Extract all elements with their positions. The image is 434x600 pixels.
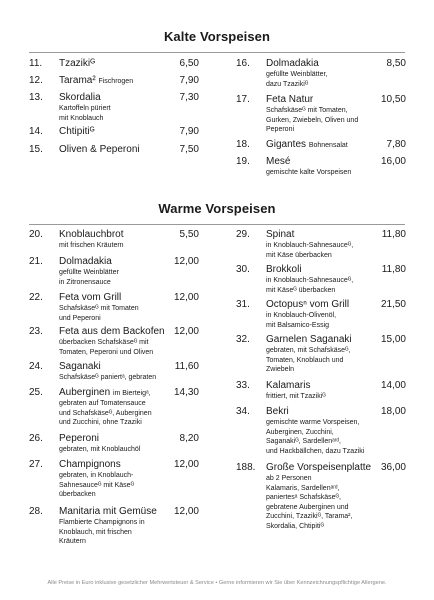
item-name-group <box>266 139 348 150</box>
item-name: Große Vorspeisenplatte <box>266 462 372 473</box>
description-line: mit Käse überbacken <box>266 251 332 259</box>
item-description <box>59 471 171 500</box>
item-name: Chtipitiᴳ <box>59 126 95 137</box>
description-line: gemischte kalte Vorspeisen <box>266 169 352 176</box>
item-description <box>59 268 171 287</box>
item-price: 16,00 <box>380 156 406 167</box>
item-price: 5,50 <box>179 229 199 240</box>
description-line: ab 2 Personen <box>266 475 312 482</box>
item-number: 12. <box>29 75 43 86</box>
item-price: 14,30 <box>173 387 199 398</box>
item-price: 11,80 <box>381 229 406 240</box>
item-inline-note: im Bierteigᵃ, <box>112 390 151 397</box>
description-line: Kalamaris, Sardellenᵃʳᵈ, <box>266 484 340 492</box>
description-line: Auberginen, Zucchini, <box>266 428 334 436</box>
item-price: 36,00 <box>380 462 406 473</box>
description-line: gebraten, in Knoblauch- <box>59 472 134 479</box>
description-line: Flambierte Champignons in <box>59 519 145 526</box>
item-description <box>266 168 378 178</box>
item-description <box>266 418 378 456</box>
description-line: gebraten auf Tomatensauce <box>59 400 146 407</box>
item-price: 11,80 <box>381 264 406 275</box>
description-line: mit Käseᴳ überbacken <box>266 286 336 294</box>
description-line: gebraten, mit Schafskäseᴳ, <box>266 347 351 354</box>
item-number: 31. <box>236 299 250 310</box>
item-description <box>266 311 378 330</box>
description-line: Schafskäseᴳ mit Tomaten, <box>266 107 348 114</box>
item-number: 11. <box>29 58 43 69</box>
item-name: Garnelen Saganaki <box>266 334 352 345</box>
item-description <box>266 392 378 402</box>
item-number: 30. <box>236 264 250 275</box>
item-description <box>59 445 171 455</box>
item-number: 18. <box>236 139 250 150</box>
cold-divider <box>29 52 405 53</box>
description-line: dazu Tzazikiᴳ <box>266 80 309 88</box>
item-description <box>59 399 171 428</box>
description-line: überbacken <box>59 491 96 498</box>
description-line: in Knoblauch-Olivenöl, <box>266 312 337 319</box>
item-description <box>266 346 378 375</box>
item-number: 29. <box>236 229 250 240</box>
description-line: Sahnesauceᴳ mit Käseᴳ <box>59 481 135 489</box>
description-line: und Hackbällchen, dazu Tzaziki <box>266 447 365 455</box>
item-name: Tzazikiᴳ <box>59 58 96 69</box>
item-number: 34. <box>236 406 250 417</box>
item-number: 24. <box>29 361 43 372</box>
item-name: Tarama² <box>59 75 96 86</box>
item-number: 20. <box>29 229 43 240</box>
item-description <box>59 338 171 357</box>
item-number: 19. <box>236 156 250 167</box>
item-name: Auberginen <box>59 387 111 398</box>
item-number: 188. <box>236 462 256 473</box>
item-description <box>59 304 171 323</box>
item-inline-note: Fischrogen <box>98 78 134 85</box>
description-line: mit frischen Kräutern <box>59 242 124 249</box>
cold-section-title: Kalte Vorspeisen <box>163 29 271 44</box>
item-price: 10,50 <box>380 94 406 105</box>
item-description <box>266 276 378 295</box>
item-name: Manitaria mit Gemüse <box>59 506 157 517</box>
item-description <box>59 373 171 383</box>
item-price: 8,50 <box>386 58 406 69</box>
item-number: 27. <box>29 459 43 470</box>
item-name: Knoblauchbrot <box>59 229 124 240</box>
item-description <box>59 104 171 123</box>
description-line: gebratene Auberginen und <box>266 503 349 511</box>
item-price: 8,20 <box>179 433 199 444</box>
description-line: Kräutern <box>59 538 86 545</box>
item-name: Peperoni <box>59 433 100 444</box>
item-name-group <box>59 387 151 398</box>
item-price: 7,50 <box>179 144 199 155</box>
item-inline-note: Bohnensalat <box>308 142 348 149</box>
warm-divider <box>29 224 405 225</box>
item-price: 7,90 <box>179 126 199 137</box>
description-line: in Knoblauch-Sahnesauceᴳ, <box>266 242 354 249</box>
item-price: 21,50 <box>380 299 406 310</box>
item-price: 12,00 <box>173 292 199 303</box>
description-line: und Schafskäseᴳ, Auberginen <box>59 409 152 417</box>
description-line: und Zucchini, ohne Tzaziki <box>59 419 142 426</box>
description-line: Peperoni <box>266 126 295 133</box>
description-line: und Peperoni <box>59 314 101 322</box>
item-number: 26. <box>29 433 43 444</box>
item-price: 7,30 <box>179 92 199 103</box>
description-line: mit Knoblauch <box>59 114 104 122</box>
item-number: 21. <box>29 256 43 267</box>
description-line: Schafskäseᴳ paniertᵃ, gebraten <box>59 374 157 381</box>
item-name: Dolmadakia <box>266 58 319 69</box>
description-line: gemischte warme Vorspeisen, <box>266 419 360 426</box>
item-price: 12,00 <box>173 326 199 337</box>
description-line: Kartoffeln püriert <box>59 105 111 112</box>
item-number: 17. <box>236 94 250 105</box>
description-line: Skordalia, Chtipitiᴳ <box>266 522 324 530</box>
description-line: Knoblauch, mit frischen <box>59 528 132 536</box>
item-name: Skordalia <box>59 92 101 103</box>
item-price: 18,00 <box>380 406 406 417</box>
description-line: Schafskäseᴳ mit Tomaten <box>59 305 139 312</box>
item-price: 11,60 <box>174 361 199 372</box>
footer-note: Alle Preise in Euro inklusive gesetzlicher Mehrwertsteuer & Service • Gerne informieren wir Sie über Kennzeichnungspflichtige Allergene. <box>47 580 387 586</box>
description-line: gebraten, mit Knoblauchöl <box>59 446 141 453</box>
item-name: Bekri <box>266 406 289 417</box>
item-name: Spinat <box>266 229 295 240</box>
item-name: Octopusⁿ vom Grill <box>266 299 350 310</box>
item-description <box>59 241 171 251</box>
item-name: Dolmadakia <box>59 256 112 267</box>
item-price: 12,00 <box>173 506 199 517</box>
item-price: 7,90 <box>179 75 199 86</box>
item-number: 28. <box>29 506 43 517</box>
item-price: 14,00 <box>380 380 406 391</box>
item-name: Kalamaris <box>266 380 311 391</box>
item-number: 14. <box>29 126 43 137</box>
item-number: 16. <box>236 58 250 69</box>
item-price: 6,50 <box>179 58 199 69</box>
description-line: Tomaten, Peperoni und Oliven <box>59 348 154 356</box>
item-price: 12,00 <box>173 459 199 470</box>
description-line: Tomaten, Knoblauch und <box>266 356 344 364</box>
item-description <box>266 106 378 135</box>
item-number: 15. <box>29 144 43 155</box>
item-description <box>266 474 378 531</box>
item-description <box>266 70 378 89</box>
description-line: mit Balsamico-Essig <box>266 321 330 329</box>
item-number: 23. <box>29 326 43 337</box>
item-price: 15,00 <box>380 334 406 345</box>
description-line: in Zitronensauce <box>59 278 111 286</box>
item-price: 7,80 <box>386 139 406 150</box>
description-line: in Knoblauch-Sahnesauceᴳ, <box>266 277 354 284</box>
description-line: Saganakiᴳ, Sardellenᵃʳᵈ, <box>266 438 341 445</box>
item-number: 33. <box>236 380 250 391</box>
description-line: gefüllte Weinblätter <box>59 269 119 276</box>
description-line: gefüllte Weinblätter, <box>266 71 328 78</box>
item-name: Feta vom Grill <box>59 292 122 303</box>
item-description <box>59 518 171 547</box>
description-line: Zwiebeln <box>266 366 295 373</box>
item-name: Oliven & Peperoni <box>59 144 140 155</box>
description-line: frittiert, mit Tzazikiᴳ <box>266 393 326 400</box>
description-line: Gurken, Zwiebeln, Oliven und <box>266 116 359 124</box>
item-number: 32. <box>236 334 250 345</box>
item-description <box>266 241 378 260</box>
item-number: 22. <box>29 292 43 303</box>
item-number: 13. <box>29 92 43 103</box>
warm-section-title: Warme Vorspeisen <box>158 201 276 216</box>
item-name: Feta aus dem Backofen <box>59 326 165 337</box>
item-price: 12,00 <box>173 256 199 267</box>
item-name: Saganaki <box>59 361 101 372</box>
item-name-group <box>59 75 133 86</box>
item-name: Champignons <box>59 459 121 470</box>
item-number: 25. <box>29 387 43 398</box>
description-line: überbacken Schafskäseᴳ mit <box>59 339 149 346</box>
description-line: Zucchini, Tzazikiᴳ, Tarama², <box>266 513 353 520</box>
item-name: Mesé <box>266 156 291 167</box>
description-line: paniertesᵃ Schafskäseᴳ, <box>266 494 341 501</box>
item-name: Feta Natur <box>266 94 314 105</box>
item-name: Gigantes <box>266 139 307 150</box>
item-name: Brokkoli <box>266 264 302 275</box>
